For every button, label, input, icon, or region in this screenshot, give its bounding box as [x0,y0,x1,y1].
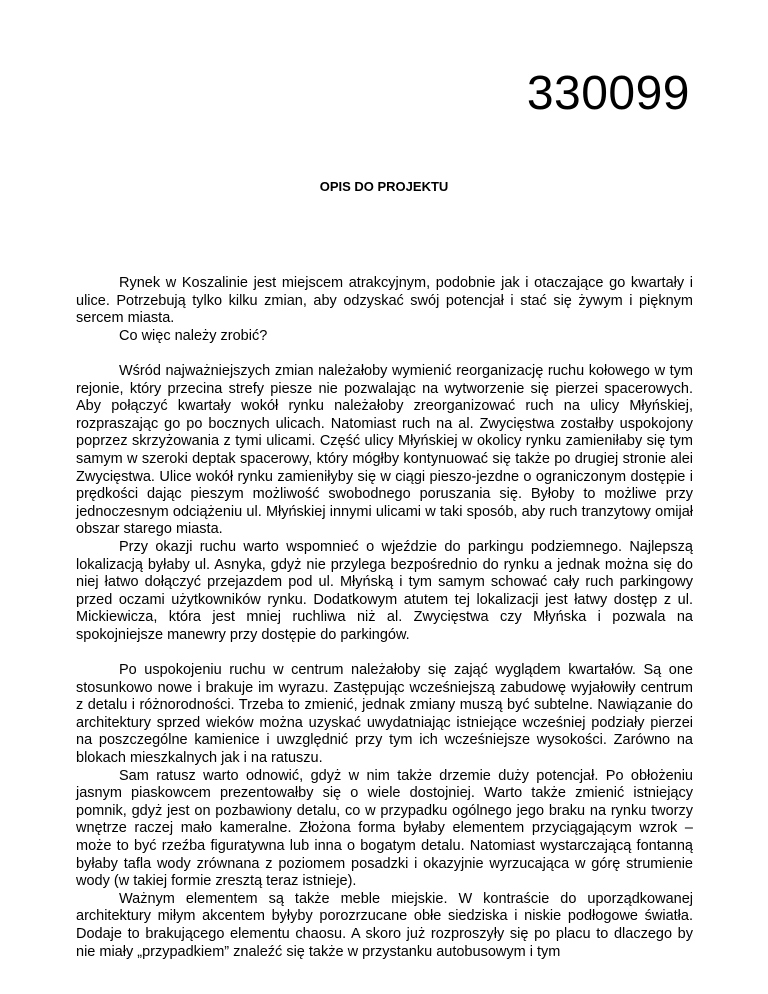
document-number: 330099 [526,67,690,120]
paragraph-question: Co więc należy zrobić? [119,327,268,344]
document-title: OPIS DO PROJEKTU [319,179,449,194]
paragraph-street-furniture: Ważnym elementem są także meble miejskie. W kontraście do uporządkowanej architektury miłym akcentem byłyby porozrzucane obłe siedziska i niskie podłogowe światła. Dodaje to brakującego elementu chaosu. A skoro już rozproszyły się po placu to dlaczego by nie miały „przypadkiem” znaleźć się także w przystanku autobusowym i tym [76,890,693,960]
paragraph-parking: Przy okazji ruchu warto wspomnieć o wjeździe do parkingu podziemnego. Najlepszą lokalizacją byłaby ul. Asnyka, gdyż nie przylega bezpośrednio do rynku a jednak można się do niej łatwo dołączyć przejazdem pod ul. Młyńską i tym samym schować cały ruch parkingowy przed oczami użytkowników rynku. Dodatkowym atutem tej lokalizacji jest łatwy dostęp z ul. Mickiewicza, która jest mniej ruchliwa niż al. Zwycięstwa czy Młyńska i pozwala na spokojniejsze manewry przy dostępie do parkingów. [76,538,693,643]
paragraph-intro: Rynek w Koszalinie jest miejscem atrakcyjnym, podobnie jak i otaczające go kwartały i ulice. Potrzebują tylko kilku zmian, aby odzyskać swój potencjał i stać się żywym i pięknym sercem miasta. [76,275,693,327]
paragraph-quarters: Po uspokojeniu ruchu w centrum należałoby się zająć wyglądem kwartałów. Są one stosunkowo nowe i brakuje im wyrazu. Zastępując wcześniejszą zabudowę wyjałowiły centrum z detalu i różnorodności. Trzeba to zmienić, jednak zmiany muszą być subtelne. Nawiązanie do architektury sprzed wieków można uzyskać uwydatniając istniejące wcześniej podziały pierzei na poszczególne kamienice i uwzględnić przy tym ich wcześniejsze wysokości. Zarówno na blokach mieszkalnych jak i na ratuszu. [76,662,693,767]
paragraph-traffic: Wśród najważniejszych zmian należałoby wymienić reorganizację ruchu kołowego w tym rejonie, który przecina strefy piesze nie pozwalając na wytworzenie się pierzei spacerowych. Aby połączyć kwartały wokół rynku należałoby zreorganizować ruch na ulicy Młyńskiej, rozpraszając go po bocznych ulicach. Natomiast ruch na al. Zwycięstwa zostałby uspokojony poprzez skrzyżowania z tymi ulicami. Część ulicy Młyńskiej w okolicy rynku zamieniłaby się tym samym w szeroki deptak spacerowy, który mógłby kontynuować się także po drugiej stronie alei Zwycięstwa. Ulice wokół rynku zamieniłyby się w ciągi pieszo-jezdne o ograniczonym dostępie i prędkości dając pieszym możliwość swobodnego poruszania się. Byłoby to możliwe przy jednoczesnym odciążeniu ul. Młyńskiej innymi ulicami w taki sposób, aby ruch tranzytowy omijał obszar starego miasta. [76,362,693,538]
paragraph-town-hall: Sam ratusz warto odnowić, gdyż w nim także drzemie duży potencjał. Po obłożeniu jasnym piaskowcem prezentowałby się o wiele dostojniej. Warto także zmienić istniejący pomnik, gdyż jest on pozbawiony detalu, co w przypadku ogólnego jego braku na rynku tworzy wnętrze raczej mało kameralne. Złożona forma byłaby elementem przyciągającym wzrok – może to być rzeźba figuratywna lub inna o bogatym detalu. Natomiast wystarczającą fontanną byłaby tafla wody zrównana z poziomem posadzki i okazyjnie wyrzucająca w górę strumienie wody (w takiej formie zresztą teraz istnieje). [76,767,693,890]
document-body [76,275,693,961]
